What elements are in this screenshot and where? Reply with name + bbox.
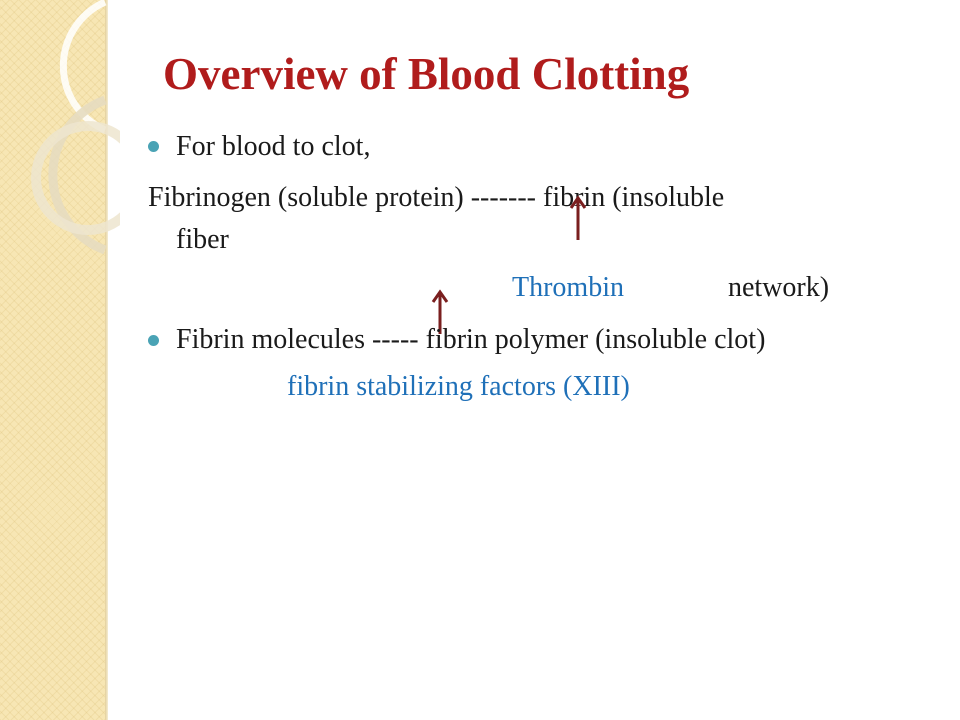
- fibrinogen-line-continued: fiber: [176, 224, 229, 255]
- up-arrow-icon: [568, 194, 588, 244]
- network-text: network): [728, 272, 830, 303]
- slide-title: Overview of Blood Clotting: [163, 49, 690, 99]
- bullet-line-blood-clot: For blood to clot,: [176, 131, 371, 162]
- bullet-icon: [148, 335, 159, 346]
- fibrinogen-line: Fibrinogen (soluble protein) ------- fibrin (insoluble: [148, 182, 725, 213]
- bullet-icon: [148, 141, 159, 152]
- enzyme-label-thrombin: Thrombin: [512, 272, 624, 303]
- decorative-rings: [0, 0, 120, 260]
- bullet-line-fibrin-molecules: Fibrin molecules ----- fibrin polymer (insoluble clot): [176, 324, 766, 355]
- factor-label-xiii: fibrin stabilizing factors (XIII): [287, 371, 630, 402]
